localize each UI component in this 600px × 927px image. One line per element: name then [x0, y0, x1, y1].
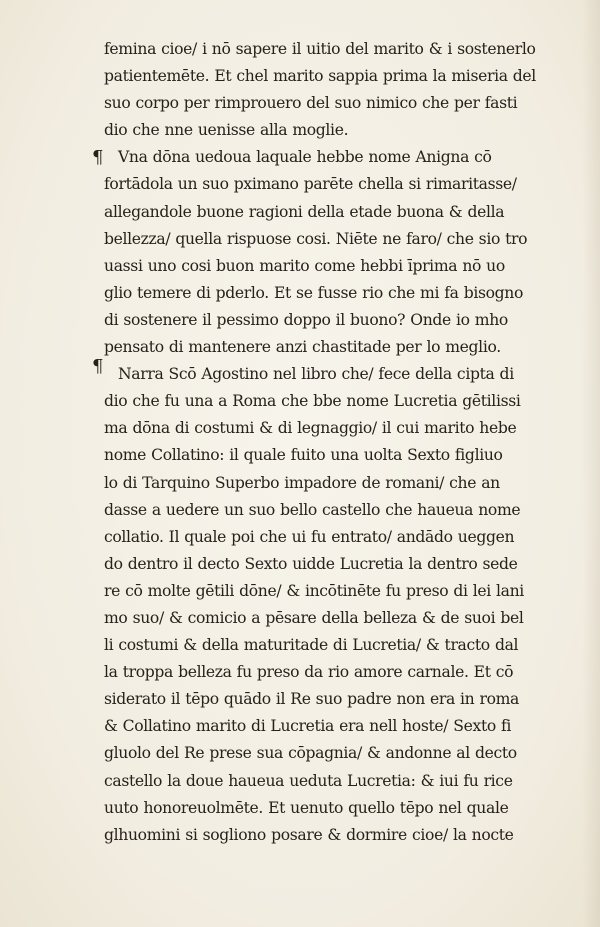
text-line: nome Collatino: il quale fuito una uolta Sexto figliuo — [104, 446, 503, 465]
page-edge-shadow — [582, 0, 600, 927]
text-line: di sostenere il pessimo doppo il buono? Onde io mho — [104, 310, 508, 329]
text-line: fortādola un suo pximano parēte chella si rimaritasse/ — [104, 175, 517, 194]
text-line: uassi uno cosi buon marito come hebbi īprima nō uo — [104, 256, 505, 275]
paragraph-mark-1: ¶ — [92, 147, 104, 168]
text-block — [104, 36, 574, 849]
text-line: siderato il tēpo quādo il Re suo padre non era in roma — [104, 690, 519, 709]
text-line: castello la doue haueua ueduta Lucretia: & iui fu rice — [104, 771, 513, 790]
text-line: lo di Tarquino Superbo impadore de romani/ che an — [104, 473, 500, 492]
text-line: femina cioe/ i nō sapere il uitio del marito & i sostenerlo — [104, 40, 536, 58]
text-line: pensato di mantenere anzi chastitade per lo meglio. — [104, 338, 501, 357]
text-line: allegandole buone ragioni della etade buona & della — [104, 202, 505, 221]
text-line: do dentro il decto Sexto uidde Lucretia la dentro sede — [104, 554, 518, 573]
text-line: patientemēte. Et chel marito sappia prima la miseria del — [104, 67, 536, 86]
text-line: ma dōna di costumi & di legnaggio/ il cui marito hebe — [104, 419, 517, 438]
text-line: suo corpo per rimprouero del suo nimico che per fasti — [104, 94, 518, 113]
text-line: mo suo/ & comicio a pēsare della belleza & de suoi bel — [104, 608, 524, 627]
text-line: dio che nne uenisse alla moglie. — [104, 121, 349, 140]
text-line: Vna dōna uedoua laquale hebbe nome Anigna cō — [118, 148, 492, 167]
text-line: dasse a uedere un suo bello castello che haueua nome — [104, 500, 521, 519]
text-line: gluolo del Re prese sua cōpagnia/ & andonne al decto — [104, 744, 517, 763]
text-line: uuto honoreuolmēte. Et uenuto quello tēpo nel quale — [104, 798, 509, 817]
text-line: & Collatino marito di Lucretia era nell hoste/ Sexto fi — [104, 717, 512, 736]
text-line: glio temere di pderlo. Et se fusse rio che mi fa bisogno — [104, 283, 524, 302]
text-line: collatio. Il quale poi che ui fu entrato/ andādo ueggen — [104, 527, 515, 546]
text-line: la troppa belleza fu preso da rio amore carnale. Et cō — [104, 663, 514, 682]
text-line: dio che fu una a Roma che bbe nome Lucretia gētilissi — [104, 392, 521, 411]
text-line: li costumi & della maturitade di Lucretia/ & tracto dal — [104, 636, 519, 655]
text-line: re cō molte gētili dōne/ & incōtinēte fu preso di lei lani — [104, 581, 524, 600]
paragraph-mark-2: ¶ — [92, 356, 104, 377]
text-line: glhuomini si sogliono posare & dormire cioe/ la nocte — [104, 825, 514, 844]
text-line: bellezza/ quella rispuose cosi. Niēte ne faro/ che sio tro — [104, 229, 528, 248]
text-line: Narra Scō Agostino nel libro che/ fece della cipta di — [118, 365, 514, 384]
